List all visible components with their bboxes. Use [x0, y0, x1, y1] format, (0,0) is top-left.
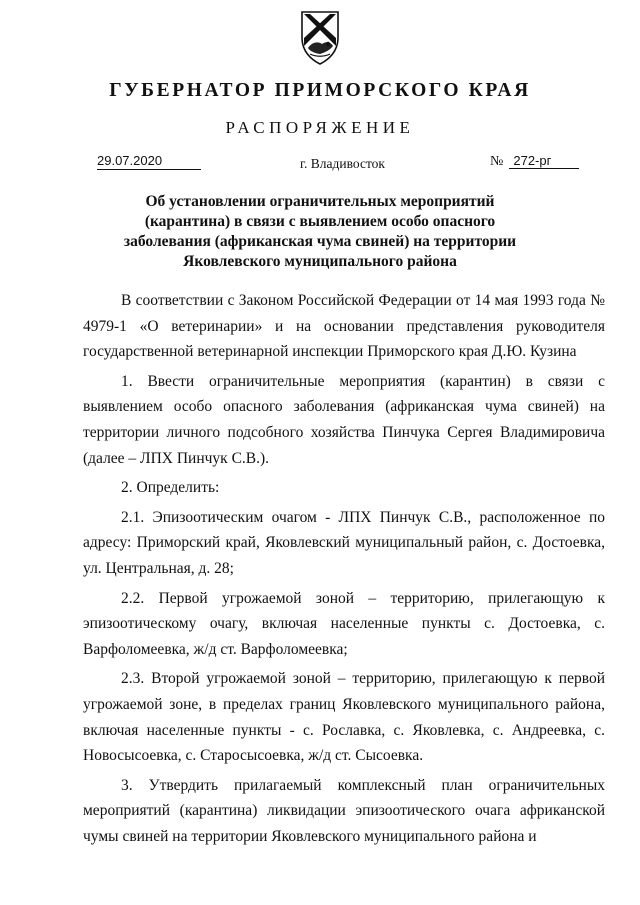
document-subject	[120, 192, 520, 272]
document-type: РАСПОРЯЖЕНИЕ	[225, 118, 415, 137]
document-city: г. Владивосток	[300, 156, 385, 171]
paragraph-item-2: 2. Определить:	[121, 479, 220, 497]
subject-line: Об установлении ограничительных мероприятий	[145, 193, 495, 210]
paragraph-item-2-2: 2.2. Первой угрожаемой зоной – территорию, прилегающую к эпизоотическому очагу, включая населенные пункты с. Достоевка, с. Варфоломеевка, ж/д ст. Варфоломеевка;	[83, 589, 605, 658]
subject-line: (карантина) в связи с выявлением особо опасного	[144, 213, 496, 230]
subject-line: заболевания (африканская чума свиней) на территории	[123, 233, 517, 250]
document-number-field	[490, 153, 579, 170]
paragraph-preamble: В соответствии с Законом Российской Федерации от 14 мая 1993 года № 4979-1 «О ветеринарии» и на основании представления руководителя государственной ветеринарной инспекции Приморского края Д.Ю. Кузина	[83, 292, 605, 361]
document-number: 272-рг	[509, 153, 579, 169]
number-sign: №	[490, 154, 504, 169]
issuer-title: ГУБЕРНАТОР ПРИМОРСКОГО КРАЯ	[109, 80, 531, 101]
paragraph-item-1: 1. Ввести ограничительные мероприятия (карантин) в связи с выявлением особо опасного заболевания (африканская чума свиней) на территории личного подсобного хозяйства Пинчука Сергея Владимировича (далее – ЛПХ Пинчук С.В.).	[83, 372, 605, 467]
paragraph-item-2-1: 2.1. Эпизоотическим очагом - ЛПХ Пинчук С.В., расположенное по адресу: Приморский край, Яковлевский муниципальный район, с. Достоевка, ул. Центральная, д. 28;	[83, 508, 605, 577]
document-date: 29.07.2020	[97, 153, 201, 170]
paragraph-item-2-3: 2.3. Второй угрожаемой зоной – территорию, прилегающую к первой угрожаемой зоне, в пределах границ Яковлевского муниципального района, включая населенные пункты - с. Рославка, с. Яковлевка, с. Андреевка, с. Новосысоевка, с. Старосысоевка, ж/д ст. Сысоевка.	[83, 670, 605, 765]
paragraph-item-3: 3. Утвердить прилагаемый комплексный план ограничительных мероприятий (карантина) ликвидации эпизоотического очага африканской чумы свиней на территории Яковлевского муниципального района и	[83, 776, 605, 845]
coat-of-arms-icon	[296, 8, 344, 66]
subject-line: Яковлевского муниципального района	[183, 253, 457, 270]
document-body	[83, 288, 605, 849]
